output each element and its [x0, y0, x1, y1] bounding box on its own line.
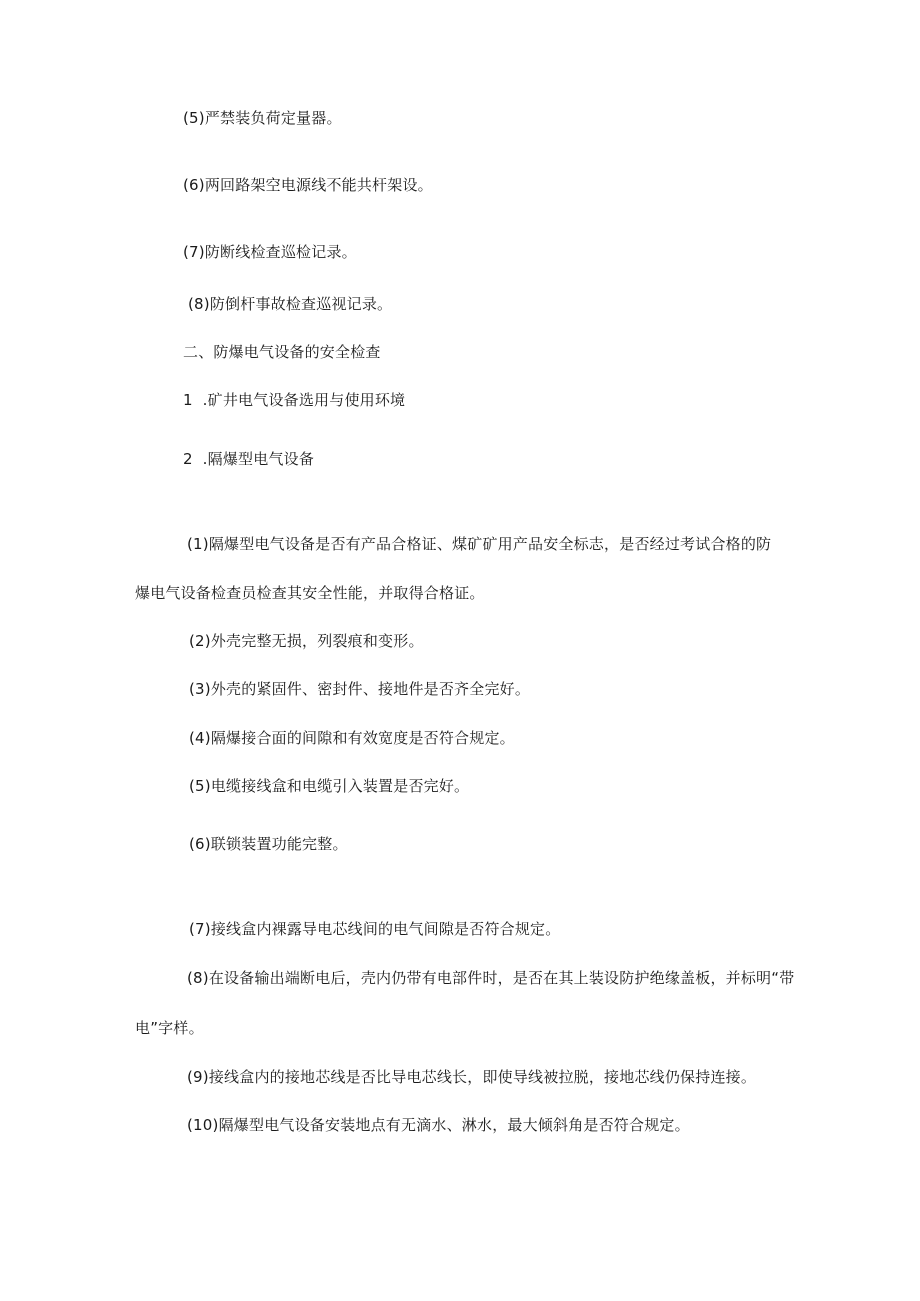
text-line: (6)联锁装置功能完整。 [189, 835, 348, 853]
text-line: 1 .矿井电气设备选用与使用环境 [183, 391, 406, 409]
text-line: (3)外壳的紧固件、密封件、接地件是否齐全完好。 [189, 680, 531, 698]
text-line: (1)隔爆型电气设备是否有产品合格证、煤矿矿用产品安全标志，是否经过考试合格的防 [187, 535, 772, 553]
text-line: 爆电气设备检查员检查其安全性能，并取得合格证。 [135, 584, 485, 602]
text-line: (7)接线盒内裸露导电芯线间的电气间隙是否符合规定。 [189, 920, 561, 938]
text-line: (9)接线盒内的接地芯线是否比导电芯线长，即使导线被拉脱，接地芯线仍保持连接。 [187, 1068, 757, 1086]
text-line: 电”字样。 [135, 1019, 204, 1037]
text-line: (10)隔爆型电气设备安装地点有无滴水、淋水，最大倾斜角是否符合规定。 [187, 1116, 690, 1134]
section-heading: 二、防爆电气设备的安全检查 [183, 343, 381, 361]
text-line: (2)外壳完整无损，列裂痕和变形。 [189, 632, 424, 650]
text-line: (4)隔爆接合面的间隙和有效宽度是否符合规定。 [189, 729, 515, 747]
text-line: 2 .隔爆型电气设备 [183, 450, 315, 468]
text-line: (5)严禁装负荷定量器。 [183, 109, 342, 127]
text-line: (8)防倒杆事故检查巡视记录。 [188, 295, 393, 313]
text-line: (7)防断线检查巡检记录。 [183, 243, 357, 261]
text-line: (8)在设备输出端断电后，壳内仍带有电部件时，是否在其上装设防护绝缘盖板，并标明“带 [187, 969, 795, 987]
text-line: (5)电缆接线盒和电缆引入装置是否完好。 [189, 777, 470, 795]
text-line: (6)两回路架空电源线不能共杆架设。 [183, 176, 433, 194]
